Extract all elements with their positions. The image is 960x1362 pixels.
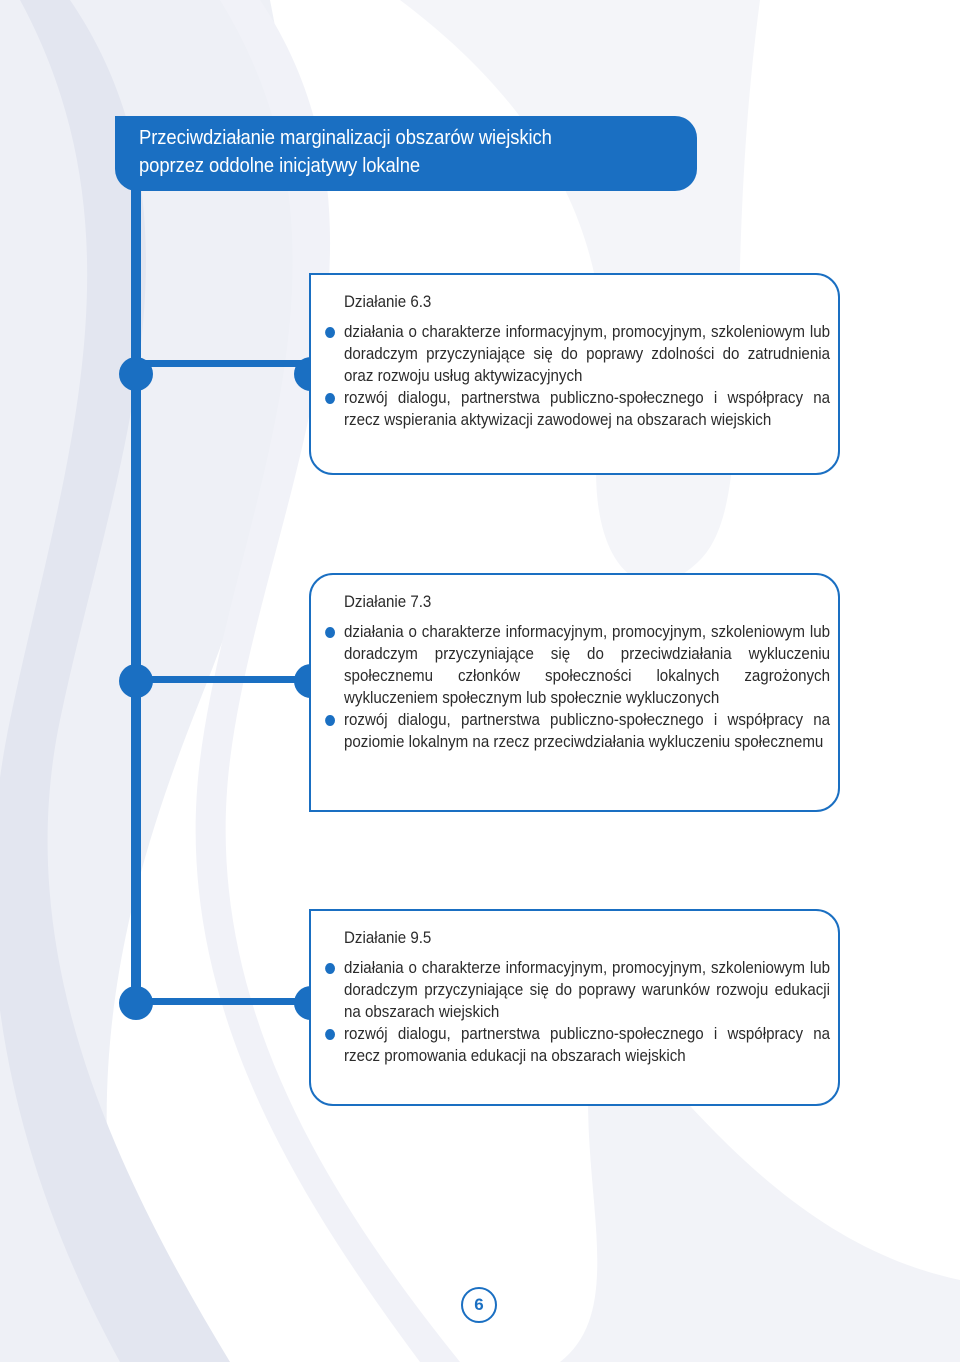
action-title: Działanie 7.3 (344, 592, 432, 611)
timeline-node-2a (119, 664, 153, 698)
action-item-text: rozwój dialogu, partnerstwa publiczno-społecznego i współpracy na poziomie lokalnym na rzecz przeciwdziałania wykluczeniu społecznemu (344, 710, 830, 751)
action-title: Działanie 9.5 (344, 928, 432, 947)
action-item (344, 957, 830, 1023)
action-item-text: działania o charakterze informacyjnym, promocyjnym, szkoleniowym lub doradczym przyczyniające się do poprawy zdolności do zatrudnienia oraz rozwoju usług aktywizacyjnych (344, 322, 830, 385)
timeline-node-1a (119, 357, 153, 391)
timeline-branch-2 (136, 676, 311, 683)
header-title (139, 124, 641, 180)
timeline-branch-1 (136, 360, 311, 367)
header-title-line-1: Przeciwdziałanie marginalizacji obszarów wiejskich (139, 126, 552, 149)
action-box-9-5 (309, 909, 840, 1106)
bullet-dot-icon (325, 393, 335, 404)
action-item-text: działania o charakterze informacyjnym, promocyjnym, szkoleniowym lub doradczym przyczyniające się do przeciwdziałania wykluczeniu społecznemu członków społeczności lokalnych zagrożonych wykluczeniem społecznym lub społecznie wykluczonych (344, 622, 830, 707)
timeline-branch-3 (136, 998, 311, 1005)
header-title-line-2: poprzez oddolne inicjatywy lokalne (139, 154, 421, 177)
page-number: 6 (461, 1287, 497, 1323)
bullet-dot-icon (325, 963, 335, 974)
action-box-7-3 (309, 573, 840, 812)
action-item (344, 621, 830, 709)
action-item (344, 709, 830, 753)
action-title: Działanie 6.3 (344, 292, 432, 311)
action-item (344, 321, 830, 387)
action-box-6-3 (309, 273, 840, 475)
bullet-dot-icon (325, 715, 335, 726)
header-banner (115, 116, 697, 191)
timeline-vertical-line (131, 180, 141, 1005)
bullet-dot-icon (325, 327, 335, 338)
action-item (344, 1023, 830, 1067)
action-item-text: rozwój dialogu, partnerstwa publiczno-społecznego i współpracy na rzecz wspierania aktywizacji zawodowej na obszarach wiejskich (344, 388, 830, 429)
bullet-dot-icon (325, 1029, 335, 1040)
action-item (344, 387, 830, 431)
action-item-text: działania o charakterze informacyjnym, promocyjnym, szkoleniowym lub doradczym przyczyniające się do poprawy warunków rozwoju edukacji na obszarach wiejskich (344, 958, 830, 1021)
bullet-dot-icon (325, 627, 335, 638)
action-item-text: rozwój dialogu, partnerstwa publiczno-społecznego i współpracy na rzecz promowania edukacji na obszarach wiejskich (344, 1024, 830, 1065)
timeline-node-3a (119, 986, 153, 1020)
